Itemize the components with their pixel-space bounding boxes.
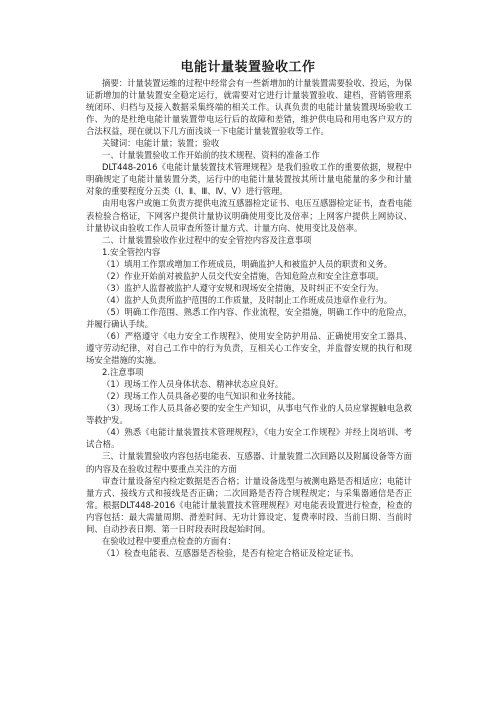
list-item: （1）现场工作人员身体状态、精神状态应良好。 [102, 379, 284, 390]
body-paragraph: DLT448-2016《电能计量装置技术管理规程》是我们验收工作的重要依据，规程中明确规定了电能计量装置分类，运行中的电能计量装置按其所计量电能量的多少和计量对象的重要程度分五类（Ⅰ、Ⅱ、Ⅲ、Ⅳ、Ⅴ）进行管理。 [86, 162, 412, 197]
body-paragraph: 由用电客户或施工负责方提供电流互感器检定证书、电压互感器检定证书，查看电能表检验合格证，下网客户提供计量协议明确使用变比及倍率；上网客户提供上网协议、计量协议由验收工作人员审查所签计量方式、计量方向、使用变比及倍率。 [86, 198, 412, 233]
body-paragraph: 在验收过程中要重点检查的方面有： [102, 535, 236, 546]
list-item: （3）现场工作人员具备必要的安全生产知识，从事电气作业的人员应掌握触电急救等救护发。 [86, 403, 412, 426]
list-item: （2）现场工作人员具备必要的电气知识和业务技能。 [102, 391, 300, 402]
list-item: （6）严格遵守《电力安全工作规程》、使用安全防护用品、正确使用安全工器具、遵守劳动纪律，对自己工作中的行为负责，互相关心工作安全，并监督安规的执行和现场安全措施的实施。 [86, 330, 412, 366]
document-title: 电能计量装置验收工作 [180, 60, 316, 75]
subsection-heading: 1.安全管控内容 [102, 246, 161, 257]
body-paragraph: 审查计量设备室内检定数据是否合格；计量设备选型与被测电路是否相适应；电能计量方式、接线方式和接线是否正确；二次回路是否符合规程规定；与采集器通信是否正常。根据DLT448-2016《电能计量装置技术管理规程》对电能表设置进行检查，检查的内容包括：最大需量周期、滑差时间、无功计算设定、复费率时段、当前日期、当前时间、自动抄表日期、第一日时段表时段起始时间。 [86, 475, 412, 534]
list-item: （5）明确工作范围、熟悉工作内容、作业流程，安全措施，明确工作中的危险点，并履行确认手续。 [86, 306, 412, 329]
section-heading-2: 二、计量装置验收作业过程中的安全管控内容及注意事项 [102, 234, 312, 245]
abstract-paragraph: 摘要：计量装置运维的过程中经常会有一些新增加的计量装置需要验收、投运，为保证新增加的计量装置安全稳定运行，就需要对它进行计量装置验收、建档，营销管理系统闭环、归档与及接入数据采集终端的相关工作。认真负责的电能计量装置现场验收工作、为的是杜绝电能计量装置带电运行后的故障和差错，维护供电局和用电客户双方的合法权益，现在就以下几方面浅谈一下电能计量装置验收等工作。 [86, 78, 412, 137]
section-heading-3: 三、计量装置验收内容包括电能表、互感器、计量装置二次回路以及附属设备等方面的内容及在验收过程中要重点关注的方面 [86, 451, 412, 474]
keywords-line: 关键词：电能计量；装置；验收 [102, 138, 220, 149]
section-heading-1: 一、计量装置验收工作开始前的技术规程、资料的准备工作 [102, 150, 320, 161]
list-item: （1）检查电能表、互感器是否检验，是否有检定合格证及检定证书。 [102, 547, 359, 558]
list-item: （4）熟悉《电能计量装置技术管理规程》，《电力安全工作规程》并经上岗培训、考试合格。 [86, 427, 412, 450]
list-item: （2）作业开始前对被监护人员交代安全措施，告知危险点和安全注意事项。 [102, 270, 384, 281]
list-item: （1）填用工作票或增加工作班成员，明确监护人和被监护人员的职责和义务。 [102, 258, 393, 269]
list-item: （3）监护人监督被监护人遵守安规和现场安全措施，及时纠正不安全行为。 [102, 282, 384, 293]
document-body [86, 77, 412, 559]
subsection-heading: 2.注意事项 [102, 367, 144, 378]
list-item: （4）监护人负责所监护范围的工作质量，及时制止工作班成员违章作业行为。 [102, 294, 393, 305]
